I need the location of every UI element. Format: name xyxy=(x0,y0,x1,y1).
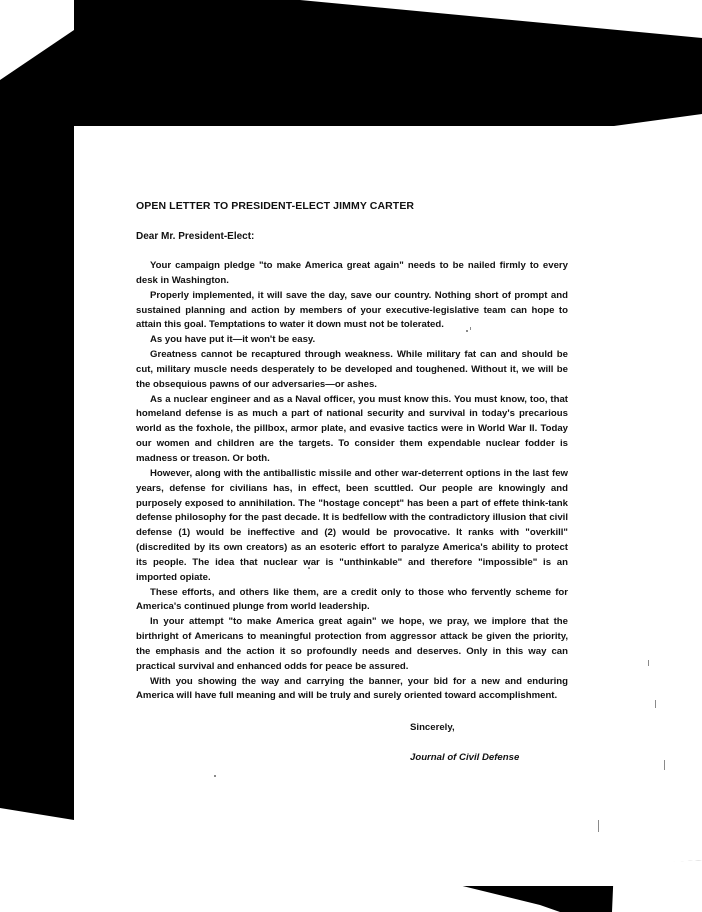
paragraph: However, along with the antiballistic missile and other war-deterrent options in the last few years, defense for civilians has, in effect, been scuttled. Our people are knowingly and purposely exposed to annihilation. The "hostage concept" has been a part of effete think-tank defense philosophy for the past decade. It is bedfellow with the contradictory illusion that civil defense (1) would be ineffective and (2) would be provocative. It ranks with "overkill" (discredited by its own creators) as an esoteric effort to paralyze America's ability to protect its people. The idea that nuclear war is "unthinkable" and therefore "impossible" is an imported opiate. xyxy=(136,467,568,583)
paragraph: These efforts, and others like them, are a credit only to those who fervently scheme for America's continued plunge from world leadership. xyxy=(136,586,568,613)
dust-speck xyxy=(648,660,649,666)
dust-speck xyxy=(598,820,599,832)
signature: Journal of Civil Defense xyxy=(410,752,520,763)
paragraph: As a nuclear engineer and as a Naval officer, you must know this. You must know, too, that homeland defense is as much a part of national security and survival in today's precarious world as the foxhole, the pillbox, armor plate, and evasive tactics were in World War II. Today our women and children are the targets. To consider them expendable nuclear fodder is madness or treason. Or both. xyxy=(136,393,568,464)
dust-speck xyxy=(655,700,656,708)
paragraph: Your campaign pledge "to make America great again" needs to be nailed firmly to every desk in Washington. xyxy=(136,260,568,286)
letter-title: OPEN LETTER TO PRESIDENT-ELECT JIMMY CARTER xyxy=(136,200,415,212)
dust-speck xyxy=(214,775,216,777)
salutation: Dear Mr. President-Elect: xyxy=(136,231,255,242)
closing: Sincerely, xyxy=(410,722,455,733)
letter-body xyxy=(136,259,568,704)
paragraph: With you showing the way and carrying the banner, your bid for a new and enduring America will have full meaning and will be truly and surely oriented toward accomplishment. xyxy=(136,675,568,702)
paragraph: Properly implemented, it will save the day, save our country. Nothing short of prompt and sustained planning and action by members of your executive-legislative team can hope to attain this goal. Temptations to water it down must not be tolerated. xyxy=(136,289,568,331)
white-right-edge xyxy=(614,114,702,866)
paragraph: In your attempt "to make America great again" we hope, we pray, we implore that the birthright of Americans to meaningful protection from aggressor attack be given the priority, the emphasis and the action it so profoundly needs and deserves. Only in this way can practical survival and enhanced odds for peace be assured. xyxy=(136,616,568,672)
dust-speck xyxy=(664,760,665,770)
paragraph: As you have put it—it won't be easy. xyxy=(150,334,316,346)
paragraph: Greatness cannot be recaptured through weakness. While military fat can and should be cut, military muscle needs desperately to be developed and toughened. Without it, we will be the obsequious pawns of our adversaries—or ashes. xyxy=(136,349,568,390)
